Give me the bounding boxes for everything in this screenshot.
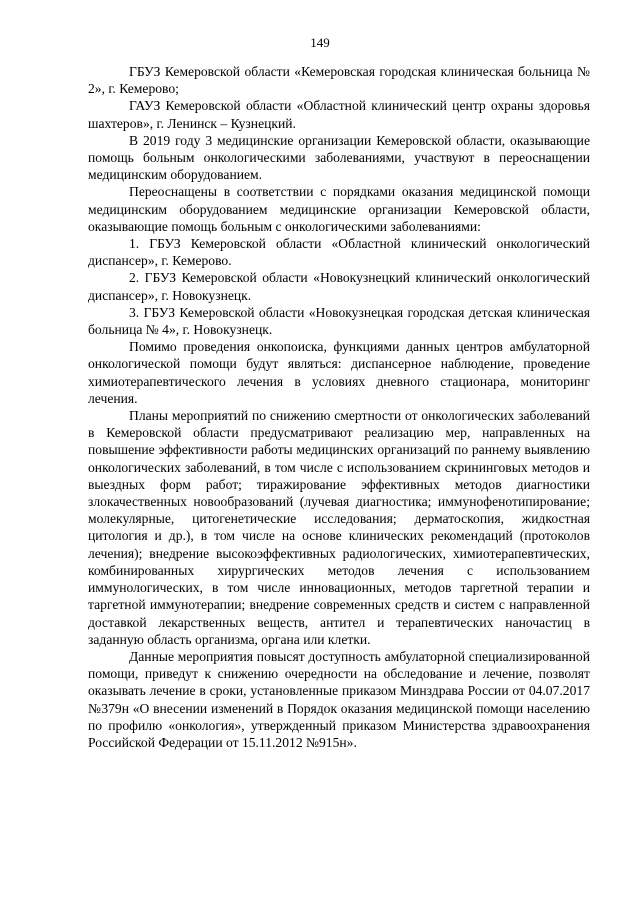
list-item-1: 1. ГБУЗ Кемеровской области «Областной клинический онкологический диспансер», г. Кемерово. [88,236,590,269]
paragraph-2019-reequipment: В 2019 году 3 медицинские организации Кемеровской области, оказывающие помощь больным онкологическими заболеваниями, участвуют в переоснащении медицинским оборудованием. [88,132,590,183]
list-item-2: 2. ГБУЗ Кемеровской области «Новокузнецкий клинический онкологический диспансер», г. Новокузнецк. [88,270,590,303]
paragraph-miners-center: ГАУЗ Кемеровской области «Областной клинический центр охраны здоровья шахтеров», г. Ленинск – Кузнецкий. [88,98,590,131]
paragraph-accessibility: Данные мероприятия повысят доступность амбулаторной специализированной помощи, приведут к снижению очередности на обследование и лечение, позволят оказывать лечение в сроки, установленные приказом Минздрава России от 04.07.2017 №379н «О внесении изменений в Порядок оказания медицинской помощи населению по профилю «онкология», утвержденный приказом Министерства здравоохранения Российской Федерации от 15.11.2012 №915н». [88,648,590,750]
paragraph-mortality-plans: Планы мероприятий по снижению смертности от онкологических заболеваний в Кемеровской области предусматривают реализацию мер, направленных на повышение эффективности работы медицинских организаций по раннему выявлению онкологических заболеваний, в том числе с использованием скрининговых методов и выездных форм работ; тиражирование эффективных методов диагностики злокачественных новообразований (лучевая диагностика; иммунофенотипирование; молекулярные, цитогенетические исследования; дерматоскопия, жидкостная цитология и др.), в том числе на основе клинических рекомендаций (протоколов лечения); внедрение высокоэффективных радиологических, химиотерапевтических, комбинированных хирургических методов лечения с использованием иммунологических, в том числе инновационных, методов таргетной терапии и таргетной иммунотерапии; внедрение современных средств и систем с направленной доставкой лекарственных веществ, антител и терапевтических наночастиц в заданную область организма, органа или клетки. [88,408,590,647]
paragraph-hospital-2: ГБУЗ Кемеровской области «Кемеровская городская клиническая больница № 2», г. Кемерово; [88,64,590,97]
document-body [88,63,590,751]
paragraph-centers-functions: Помимо проведения онкопоиска, функциями данных центров амбулаторной онкологической помощи будут являться: диспансерное наблюдение, проведение химиотерапевтического лечения в условиях дневного стационара, мониторинг лечения. [88,339,590,406]
paragraph-reequipped-intro: Переоснащены в соответствии с порядками оказания медицинской помощи медицинским оборудованием медицинские организации Кемеровской области, оказывающие помощь больным с онкологическими заболеваниями: [88,184,590,234]
list-item-3: 3. ГБУЗ Кемеровской области «Новокузнецкая городская детская клиническая больница № 4», г. Новокузнецк. [88,304,590,338]
page-number: 149 [310,35,330,50]
